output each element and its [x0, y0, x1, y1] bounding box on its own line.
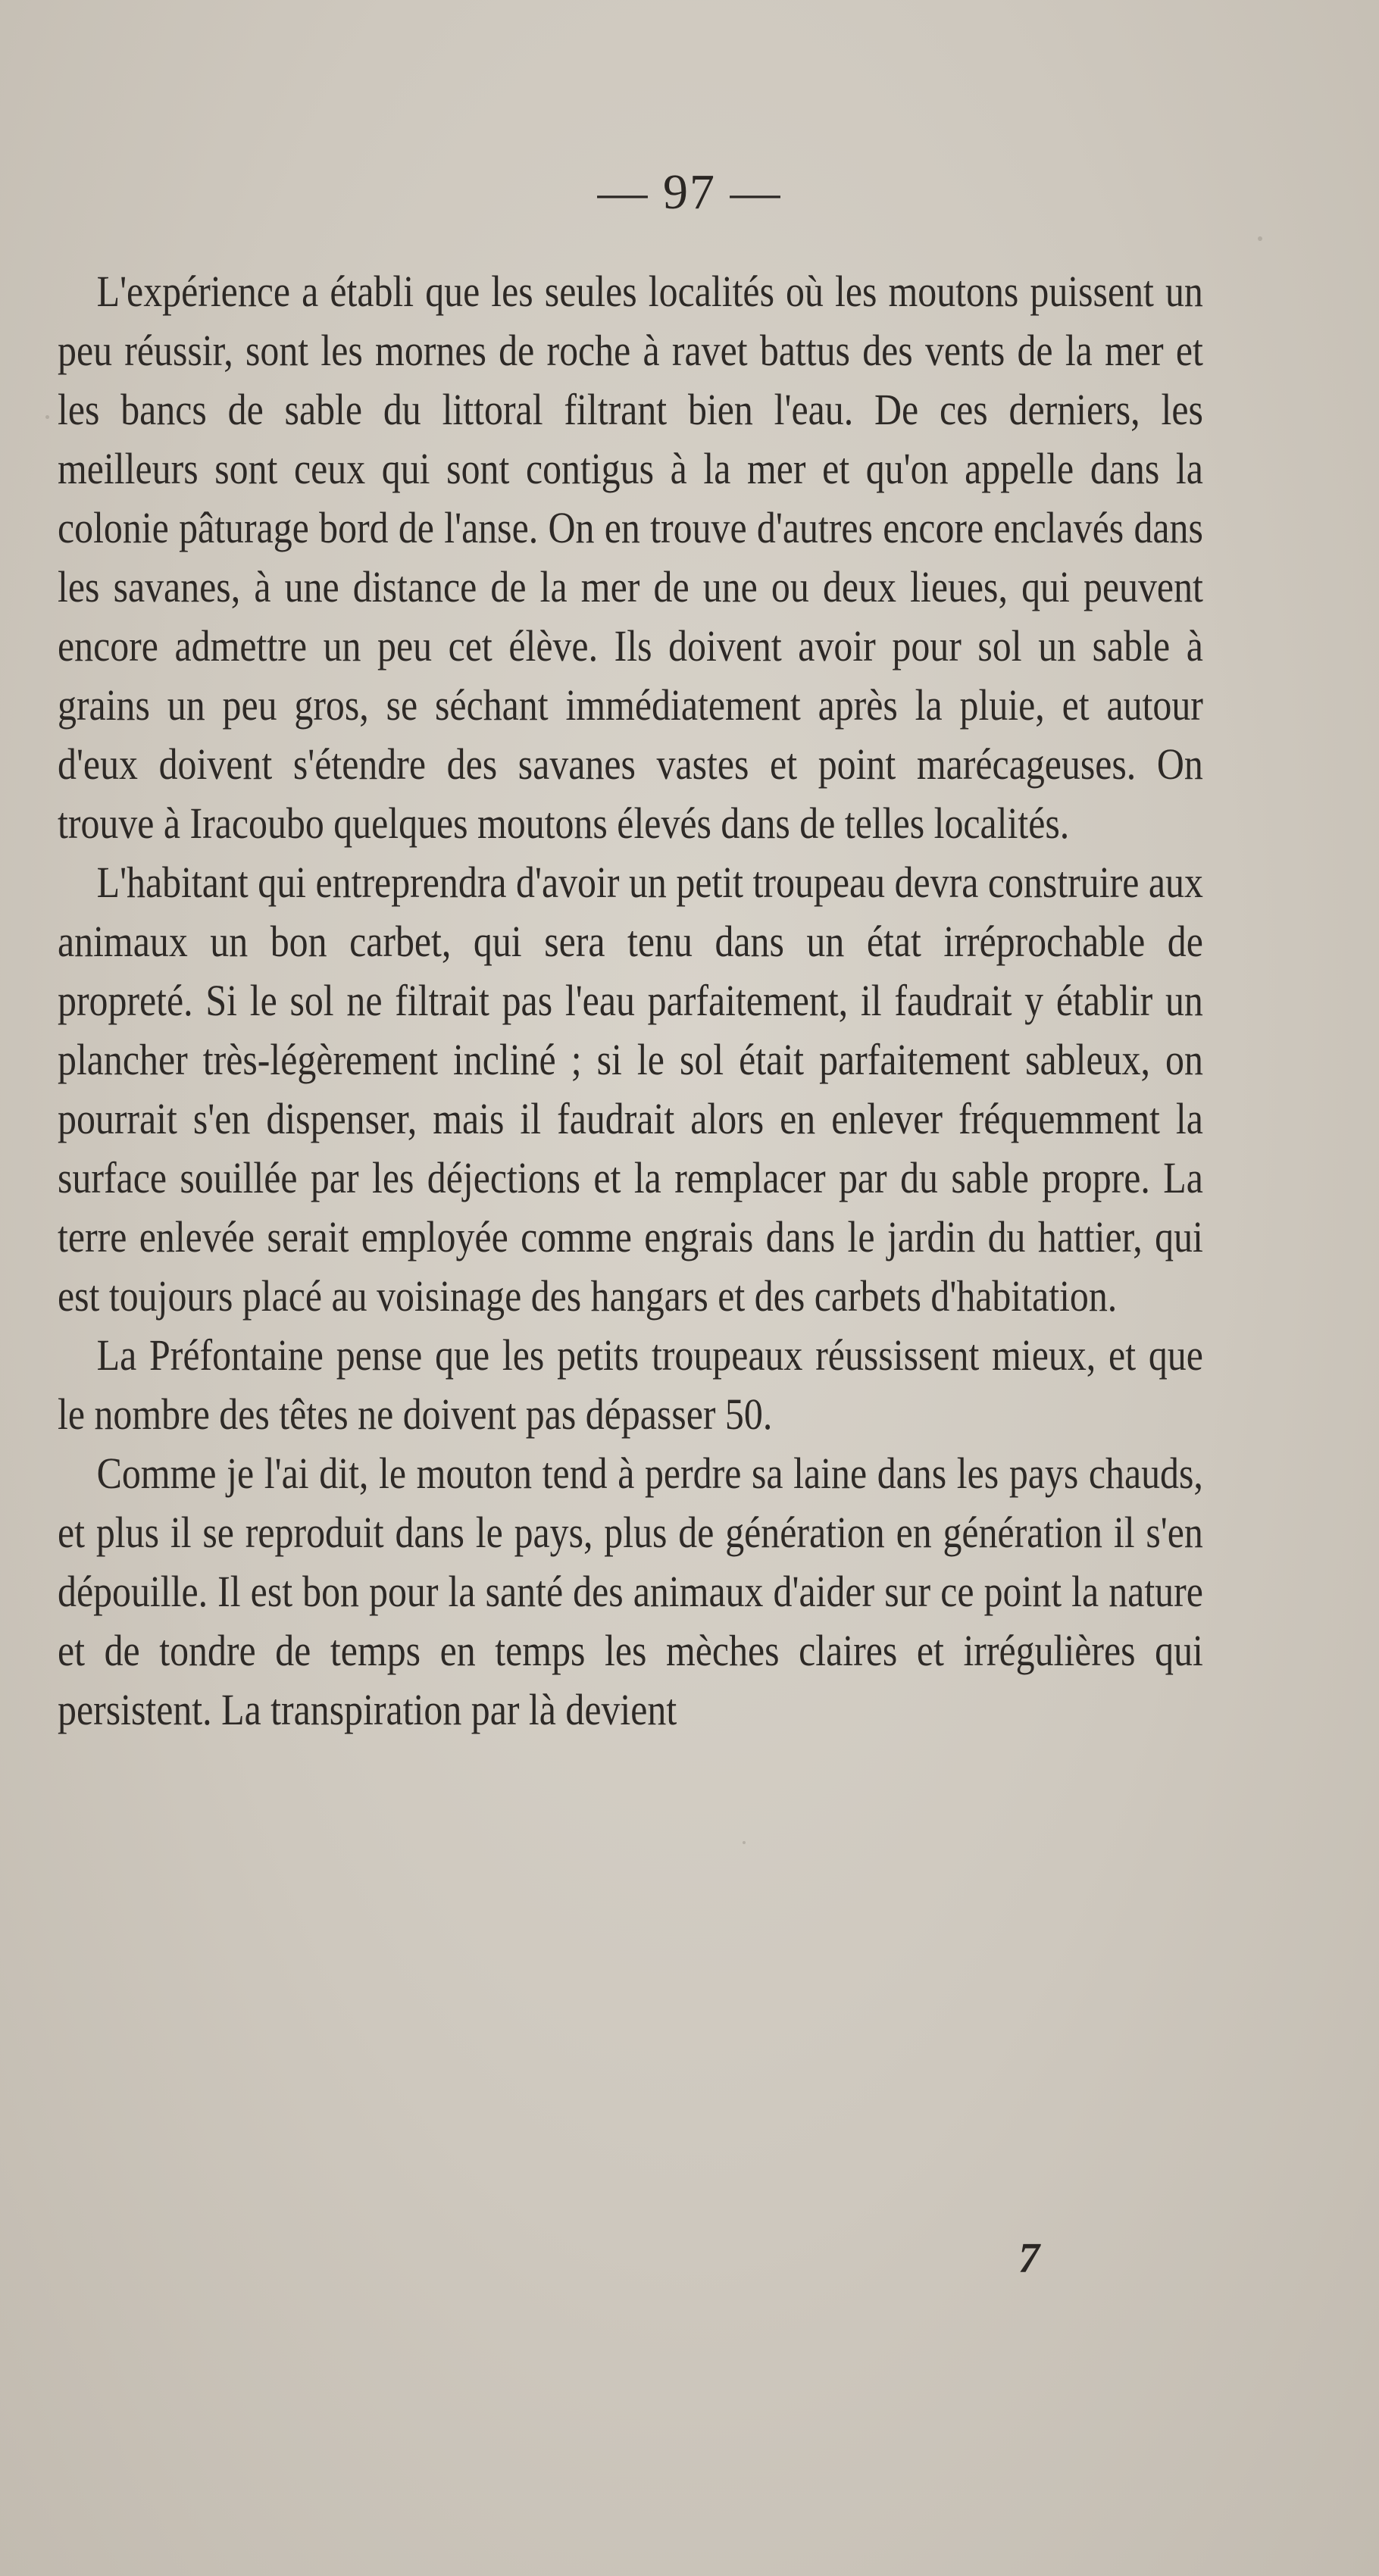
paper-speck: [1258, 236, 1262, 241]
signature-mark: 7: [1018, 2235, 1040, 2282]
paper-speck: [45, 415, 49, 419]
page-number: — 97 —: [597, 164, 782, 220]
paragraph: L'expérience a établi que les seules localités où les moutons puissent un peu réussir, sont les mornes de roche à ravet battus des vents de la mer et les bancs de sable du littoral filtrant bien l'eau. De ces derniers, les meilleurs sont ceux qui sont contigus à la mer et qu'on appelle dans la colonie pâturage bord de l'anse. On en trouve d'autres encore enclavés dans les savanes, à une distance de la mer de une ou deux lieues, qui peuvent encore admettre un peu cet élève. Ils doivent avoir pour sol un sable à grains un peu gros, se séchant immédiatement après la pluie, et autour d'eux doivent s'étendre des savanes vastes et point marécageuses. On trouve à Iracoubo quelques moutons élevés dans de telles localités.: [58, 267, 1203, 848]
body-text: [58, 262, 1203, 1740]
paragraph: La Préfontaine pense que les petits troupeaux réussissent mieux, et que le nombre des têtes ne doivent pas dépasser 50.: [58, 1330, 1203, 1439]
paragraph: Comme je l'ai dit, le mouton tend à perdre sa laine dans les pays chauds, et plus il se reproduit dans le pays, plus de génération en génération il s'en dépouille. Il est bon pour la santé des animaux d'aider sur ce point la nature et de tondre de temps en temps les mèches claires et irrégulières qui persistent. La transpiration par là devient: [58, 1449, 1203, 1734]
paper-speck: [743, 1841, 746, 1844]
paragraph: L'habitant qui entreprendra d'avoir un petit troupeau devra construire aux animaux un bon carbet, qui sera tenu dans un état irréprochable de propreté. Si le sol ne filtrait pas l'eau parfaitement, il faudrait y établir un plancher très-légèrement incliné ; si le sol était parfaitement sableux, on pourrait s'en dispenser, mais il faudrait alors en enlever fréquemment la surface souillée par les déjections et la remplacer par du sable propre. La terre enlevée serait employée comme engrais dans le jardin du hattier, qui est toujours placé au voisinage des hangars et des carbets d'habitation.: [58, 858, 1203, 1321]
